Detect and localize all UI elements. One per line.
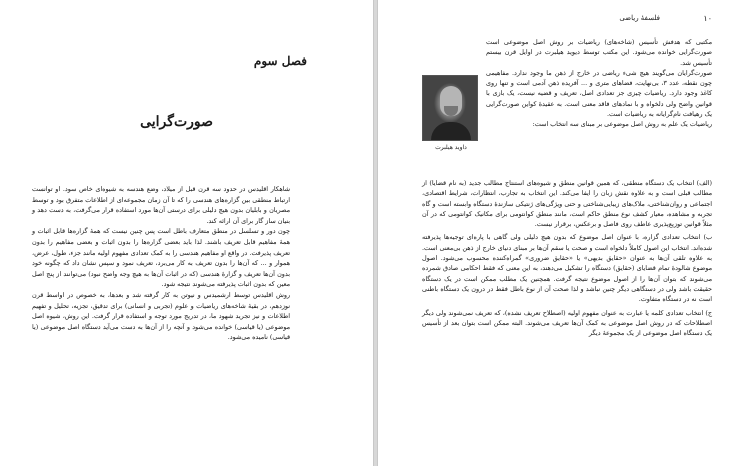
- chapter-heading: فصل سوم: [253, 54, 307, 68]
- paragraph: روش اقلیدس توسط ارشمیدس و نیوتن به کار گرفته شد و بعدها، به خصوص در اواسط قرن نوزدهم، در بقیهٔ شاخه‌های ریاضیات و علوم (تجربی و انسانی) برای تدقیق، تجزیه، تحلیل و تفهیم اطلاعات و نیز تجرید شهود ما، در تدریج مورد توجه و استفاده قرار گرفت. این روش، شیوه اصل موضوعی (یا قیاسی) خوانده می‌شود و آنچه را از آن‌ها به دست می‌آید دستگاه اصل موضوعی (یا قیاسی) نامیده می‌شود.: [32, 290, 290, 342]
- right-body-text: [422, 178, 712, 338]
- right-page: [377, 0, 750, 466]
- portrait-figure: [422, 75, 480, 153]
- paragraph: ج) انتخاب تعدادی کلمه یا عبارت به عنوان مفهوم اولیه (اصطلاح تعریف نشده)، که تعریف نمی‌شوند ولی دیگر اصطلاحات که در روش اصل موضوعی به کمک آن‌ها تعریف می‌شوند. البته ممکن است بتوان بعد از تأسیس یک دستگاه اصل موضوعی از یک مجموعهٔ دیگر: [422, 308, 712, 338]
- paragraph: (الف) انتخاب یک دستگاه منطقی، که همین قوانین منطق و شیوه‌های استنتاج مطالب جدید (به نام قضایا) از مطالب قبلی است و به علاوه نقش زبان را ایفا می‌کند. این انتخاب به تجارب، انتظارات، شرایط اقتصادی، اجتماعی و روان‌شناختی، ملاک‌های زیبایی‌شناختی و حتی ویژگی‌های ژنتیکی سازندهٔ دستگاه وابسته است و گاه تجربه و مشاهده، معیار کشف نوع منطق حاکم است، مانند منطق کوانتومی برای مکانیک کوانتومی که در آن مثلاً قوانین توزیع‌پذیری عاطف روی فاصل و برعکس، برقرار نیست.: [422, 179, 712, 229]
- running-header: [408, 14, 712, 26]
- portrait-photo: [422, 75, 478, 141]
- paragraph: ب) انتخاب تعدادی گزاره، با عنوان اصل موضوع که بدون هیچ دلیلی ولی گاهی با پاره‌ای توجیه‌ها پذیرفته شده‌اند. انتخاب این اصول کاملاً دلخواه است و صحت یا سقم آن‌ها بر مبنای دنیای خارج از ذهن بی‌معنی است. به علاوه تلقی آن‌ها به عنوان «حقایق بدیهی» یا «حقایق ضروری» گمراه‌کننده محسوب می‌شود. اصول موضوع شالودهٔ تمام قضایای (حقایق) دستگاه را تشکیل می‌دهند، به این معنی که فقط احکامی صادق شمرده می‌شوند که بتوان آن‌ها را از اصول موضوع نتیجه گرفت. همچنین یک مطلب ممکن است در یک دستگاه حقیقت باشد ولی در دستگاهی دیگر چنین نباشد و لذا صحت آن از نوع باطل فقط در درون یک دستگاه باطنی است نه در دستگاه متفاوت.: [422, 233, 712, 304]
- paragraph: شاهکار اقلیدس در حدود سه قرن قبل از میلاد، وضع هندسه به شیوه‌ای خاص سود. او توانست ارتباط منطقی بین گزاره‌های هندسی را که تا آن زمان مجموعه‌ای از اطلاعات متفرق بود و توسط مصریان و بابلیان بدون هیچ دلیلی برای درستی آن‌ها مورد استفاده قرار می‌گرفت، به دست دهد و بنیان ساز گار برای آن ارائه کند.: [32, 185, 290, 225]
- photo-caption: داوید هیلبرت: [435, 144, 467, 151]
- paragraph: چون دور و تسلسل در منطق متعارف باطل است پس چنین نیست که همهٔ گزاره‌ها قابل اثبات و همهٔ مفاهیم قابل تعریف باشند. لذا باید بعضی گزاره‌ها را بدون اثبات و بعضی مفاهیم را بدون تعریف پذیرفت. در واقع او مفاهیم هندسی را به کمک تعدادی مفهوم اولیه مانند جزء، طول، عرض، هموار و ... که آن‌ها را بدون تعریف به کار می‌برد، تعریف نمود و سپس نشان داد که چگونه خود بدون آن‌ها تعریف و گزارهٔ هندسی (که در اثبات آن‌ها به هیچ وجه واضح نبود) می‌توانند از پنج اصل معین که بدون اثبات پذیرفته می‌شوند نتیجه شود.: [32, 227, 290, 289]
- chapter-title: صورت‌گرایی: [140, 114, 213, 130]
- right-body-top-text: [422, 37, 712, 155]
- left-body-text: [32, 184, 290, 343]
- paragraph: صورت‌گرایان می‌گویند هیچ شیء ریاضی در خارج از ذهن ما وجود ندارد. مفاهیمی چون نقطه، عدد ۳، بی‌نهایت، فضاهای متری و ... آفریده ذهن آدمی است و تنها روی کاغذ وجود دارد. ریاضیات چیزی جز تعدادی اصل، تعریف و قضیه نیست، یک بازی با قوانین واضح ولی دلخواه و با نمادهای فاقد معنی است. به عقیدهٔ کواین صورت‌گرایی یک رهیافت نام‌گرایانه به ریاضیات است.: [486, 68, 712, 119]
- paragraph: مکتبی که هدفش تأسیس (شاخه‌های) ریاضیات بر روش اصل موضوعی است صورت‌گرایی خوانده می‌شود. این مکتب توسط دیوید هیلبرت در اوایل قرن بیستم تأسیس شد.: [486, 38, 712, 67]
- left-page: [0, 0, 374, 466]
- page-number: ۱۰: [703, 14, 712, 23]
- running-title: فلسفهٔ ریاضی: [619, 14, 660, 22]
- paragraph: ریاضیات یک علم به روش اصل موضوعی بر مبنای سه انتخاب است:: [532, 120, 712, 129]
